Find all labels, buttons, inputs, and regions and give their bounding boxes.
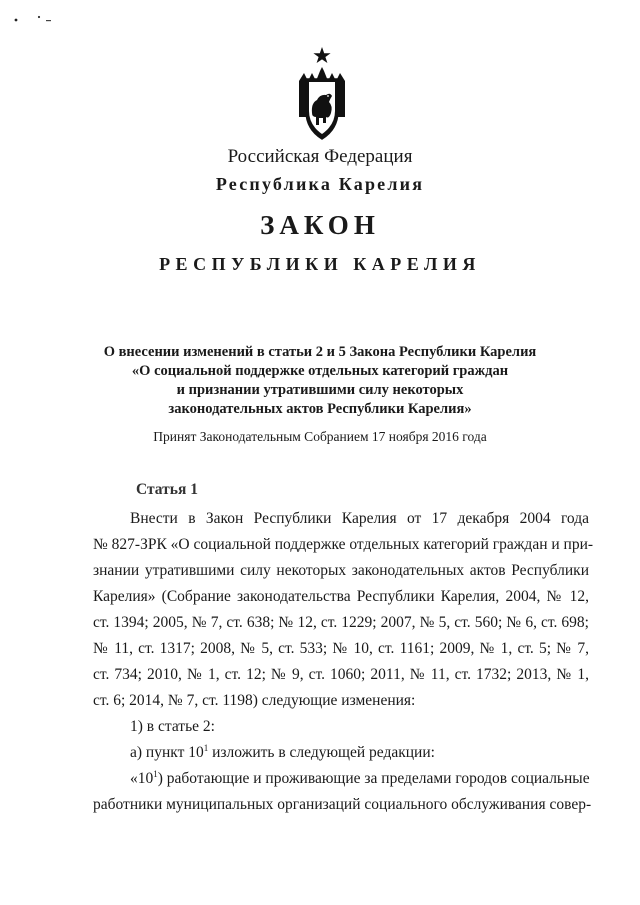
law-heading-line: законодательных актов Республики Карелия» [168,401,472,417]
quote-prefix: «10 [130,770,154,787]
law-heading-line: и признании утратившими силу некоторых [176,382,464,398]
body-line: ст. 6; 2014, № 7, ст. 1198) следующие изменения: [93,692,416,709]
quoted-amendment-line-2: работники муниципальных организаций социального обслуживания совер- [93,796,592,813]
quote-suffix: ) работающие и проживающие за пределами городов социальные [157,770,590,787]
body-line: ст. 1394; 2005, № 7, ст. 638; № 12, ст. 1229; 2007, № 5, ст. 560; № 6, ст. 698; [93,614,589,631]
list-item-1: 1) в статье 2: [130,718,215,735]
republic-name: Республика Карелия [215,174,425,194]
article-title: Статья 1 [136,481,198,498]
law-heading-line: О внесении изменений в статьи 2 и 5 Закона Республики Карелия [103,344,537,360]
adoption-note: Принят Законодательным Собранием 17 ноября 2016 года [153,429,487,444]
issuing-authority-subtitle: РЕСПУБЛИКИ КАРЕЛИЯ [159,254,481,274]
body-line: знании утратившими силу некоторых законодательных актов Республики [93,562,589,579]
item-a-prefix: а) пункт 10 [130,744,204,761]
body-line: № 11, ст. 1317; 2008, № 5, ст. 533; № 10, ст. 1161; 2009, № 1, ст. 5; № 7, [93,640,589,657]
list-item-a [93,744,589,762]
karelia-coat-of-arms-emblem [296,45,348,145]
item-a-superscript: 1 [203,743,209,753]
body-line: № 827-ЗРК «О социальной поддержке отдельных категорий граждан и при- [93,536,594,553]
item-a-suffix: изложить в следующей редакции: [208,744,435,761]
quote-superscript: 1 [153,769,158,779]
body-line: Карелия» (Собрание законодательства Республики Карелия, 2004, № 12, [93,588,589,605]
quoted-amendment-line [93,770,589,788]
law-heading-line: «О социальной поддержке отдельных категорий граждан [131,363,509,379]
document-type-title: ЗАКОН [260,210,380,240]
body-line: Внести в Закон Республики Карелия от 17 декабря 2004 года [130,510,589,527]
scan-specks [12,12,62,32]
country-name: Российская Федерация [227,146,413,167]
body-line: ст. 734; 2010, № 1, ст. 12; № 9, ст. 1060; 2011, № 11, ст. 1732; 2013, № 1, [93,666,589,683]
